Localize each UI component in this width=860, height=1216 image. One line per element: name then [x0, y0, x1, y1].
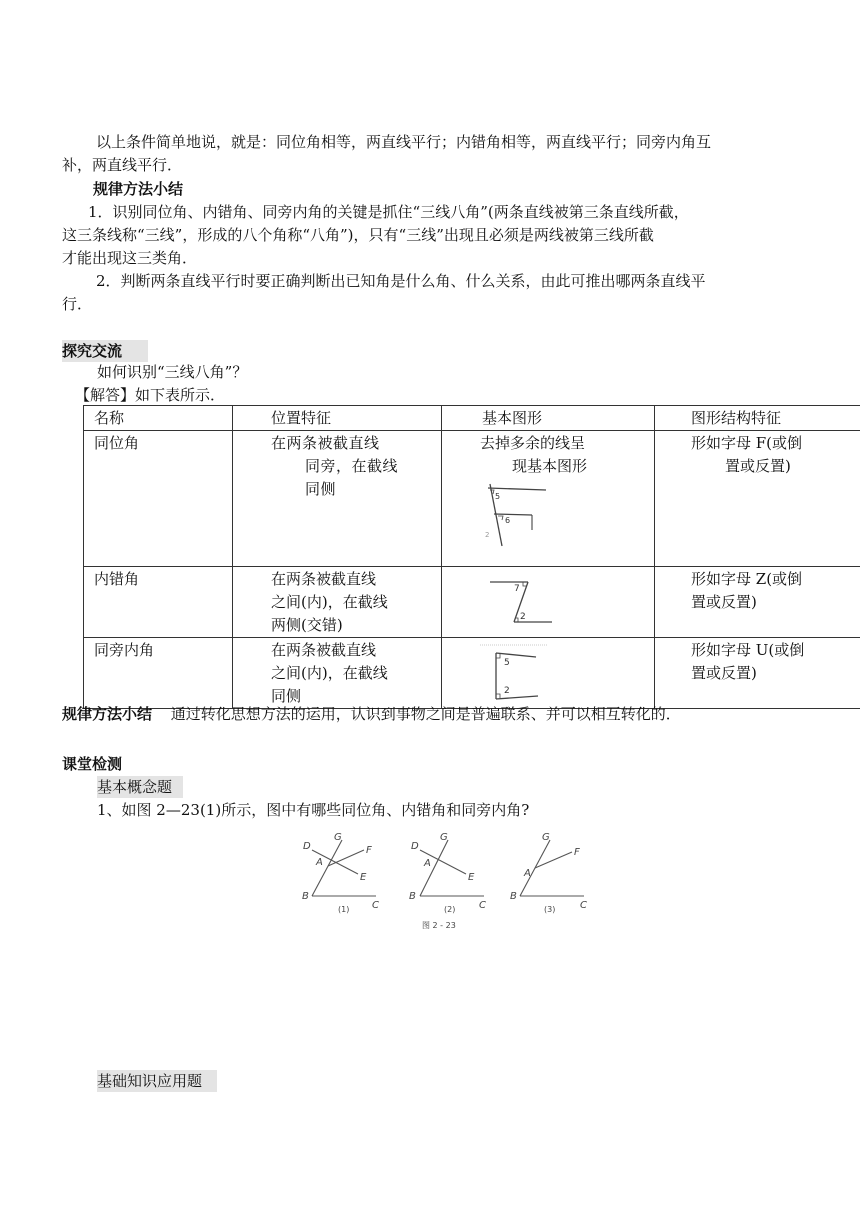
- row-name: 内错角: [84, 567, 233, 638]
- summary-paragraph: [62, 131, 802, 177]
- angle-label-7: 7: [514, 584, 520, 594]
- header-structure: 图形结构特征: [655, 406, 860, 431]
- basic-concept-heading: 基本概念题: [97, 776, 183, 798]
- row-figure: [442, 638, 655, 709]
- figure-2-23-part-1: [302, 832, 379, 914]
- angle-label-5: 5: [495, 492, 501, 501]
- point-label-C: C: [372, 900, 379, 911]
- answer-text: 如下表所示．: [135, 386, 226, 404]
- row-figure: [442, 567, 655, 638]
- rule-1-line-1: 1．识别同位角、内错角、同旁内角的关键是抓住“三线八角”(两条直线被第三条直线所截，: [88, 203, 689, 221]
- sub-caption-3: (3): [544, 905, 556, 914]
- row-structure: 形如字母 Z(或倒 置或反置): [655, 567, 860, 638]
- header-figure: 基本图形: [442, 406, 655, 431]
- explore-heading: 探究交流: [62, 340, 148, 362]
- row-name: 同旁内角: [84, 638, 233, 709]
- angle-label-2: 2: [485, 531, 490, 539]
- class-test-heading: 课堂检测: [62, 755, 123, 773]
- rule-1-line-2: 这三条线称“三线”，形成的八个角称“八角”)，只有“三线”出现且必须是两线被第三线所截: [62, 226, 654, 244]
- table-row: [84, 431, 860, 567]
- explore-answer: [75, 384, 225, 407]
- rules-summary-2-text: 通过转化思想方法的运用，认识到事物之间是普遍联系、并可以相互转化的．: [170, 705, 681, 723]
- table-header-row: [84, 406, 860, 431]
- row-structure: 形如字母 F(或倒 置或反置): [655, 431, 860, 567]
- angle-label-5: 5: [504, 658, 510, 668]
- row-position: 在两条被截直线 同旁，在截线 同侧: [233, 431, 442, 567]
- point-label-F: F: [574, 847, 580, 858]
- figure-caption: 图 2 - 23: [422, 921, 456, 930]
- point-label-B: B: [409, 891, 416, 902]
- point-label-D: D: [303, 841, 311, 852]
- point-label-E: E: [360, 872, 367, 883]
- row-position: 在两条被截直线 之间(内)，在截线 同侧: [233, 638, 442, 709]
- row-name: 同位角: [84, 431, 233, 567]
- point-label-B: B: [510, 891, 517, 902]
- point-label-C: C: [479, 900, 486, 911]
- application-heading: 基础知识应用题: [97, 1070, 217, 1092]
- summary-line-1: 以上条件简单地说，就是：同位角相等，两直线平行；内错角相等，两直线平行；同旁内角互: [96, 133, 712, 151]
- same-side-interior-angle-figure: [480, 641, 560, 703]
- rule-2-line-2: 行．: [62, 295, 93, 313]
- row-figure: 去掉多余的线呈 现基本图形 5 6 2: [442, 431, 655, 567]
- rules-summary-heading-2: 规律方法小结: [62, 705, 153, 723]
- explore-question: 如何识别“三线八角”？: [97, 363, 248, 381]
- table-row: [84, 567, 860, 638]
- header-name: 名称: [84, 406, 233, 431]
- point-label-A: A: [524, 868, 531, 879]
- rules-summary-2: [62, 703, 822, 726]
- point-label-G: G: [440, 832, 448, 843]
- sub-caption-1: (1): [338, 905, 350, 914]
- three-lines-eight-angles-table: [83, 405, 860, 709]
- point-label-C: C: [580, 900, 587, 911]
- angle-label-2: 2: [504, 686, 510, 696]
- header-position: 位置特征: [233, 406, 442, 431]
- rules-summary-heading-1: 规律方法小结: [93, 180, 184, 198]
- point-label-D: D: [411, 841, 419, 852]
- figure-2-23-part-3: [510, 832, 587, 914]
- rules-summary-body: [62, 201, 804, 316]
- point-label-E: E: [468, 872, 475, 883]
- point-label-B: B: [302, 891, 309, 902]
- row-structure: 形如字母 U(或倒 置或反置): [655, 638, 860, 709]
- row-position: 在两条被截直线 之间(内)，在截线 两侧(交错): [233, 567, 442, 638]
- corresponding-angle-figure: [480, 482, 550, 548]
- angle-label-6: 6: [505, 516, 511, 525]
- table-row: [84, 638, 860, 709]
- rule-1-line-3: 才能出现这三类角．: [62, 249, 198, 267]
- figure-2-23: [298, 828, 598, 938]
- summary-line-2: 补，两直线平行．: [62, 156, 183, 174]
- answer-tag: 【解答】: [75, 386, 136, 404]
- point-label-G: G: [542, 832, 550, 843]
- point-label-F: F: [366, 845, 372, 856]
- point-label-G: G: [334, 832, 342, 843]
- point-label-A: A: [316, 857, 323, 868]
- rule-2-line-1: 2．判断两条直线平行时要正确判断出已知角是什么角、什么关系，由此可推出哪两条直线平: [96, 272, 706, 290]
- figure-2-23-part-2: [409, 832, 486, 914]
- sub-caption-2: (2): [444, 905, 456, 914]
- point-label-A: A: [424, 858, 431, 869]
- alternate-angle-figure: [480, 574, 560, 630]
- angle-label-2: 2: [520, 612, 526, 622]
- question-1: 1、如图 2—23(1)所示，图中有哪些同位角、内错角和同旁内角?: [97, 801, 530, 819]
